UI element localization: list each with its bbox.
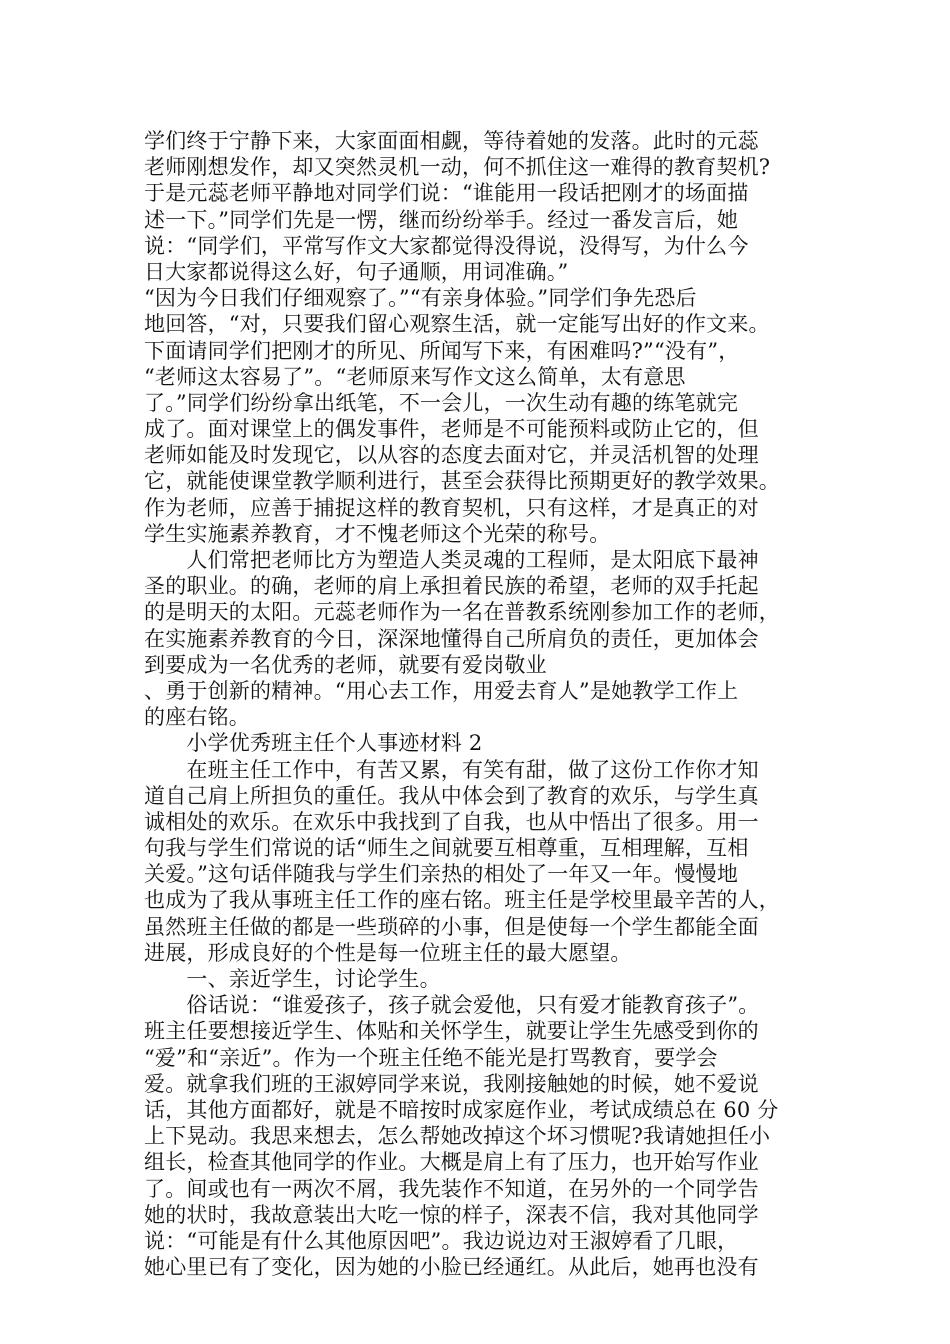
text-line: 学们终于宁静下来，大家面面相觑，等待着她的发落。此时的元蕊 <box>144 129 759 153</box>
text-line: 的座右铭。 <box>144 705 250 730</box>
text-line: “爱”和“亲近”。作为一个班主任绝不能光是打骂教育，要学会 <box>144 1045 718 1070</box>
text-line: “因为今日我们仔细观察了。”“有亲身体验。”同学们争先恐后 <box>144 286 697 311</box>
text-line: 话，其他方面都好，就是不暗按时成家庭作业，考试成绩总在 60 分 <box>144 1097 779 1122</box>
text-line: 她心里已有了变化，因为她的小脸已经通红。从此后，她再也没有 <box>144 1255 759 1280</box>
text-line: 说：“同学们，平常写作文大家都觉得没得说，没得写，为什么今 <box>144 233 749 258</box>
text-line: 述一下。”同学们先是一愣，继而纷纷举手。经过一番发言后，她 <box>144 207 739 232</box>
text-line: 人们常把老师比方为塑造人类灵魂的工程师，是太阳底下最神 <box>144 548 759 572</box>
text-line: 虽然班主任做的都是一些琐碎的小事，但是使每一个学生都能全面 <box>144 914 759 939</box>
text-line: 成了。面对课堂上的偶发事件，老师是不可能预料或防止它的，但 <box>144 417 759 442</box>
text-line: 作为老师，应善于捕捉这样的教育契机，只有这样，才是真正的对 <box>144 495 759 520</box>
text-line: 圣的职业。的确，老师的肩上承担着民族的希望，老师的双手托起 <box>144 574 759 599</box>
section-heading: 小学优秀班主任个人事迹材料 2 <box>144 731 483 756</box>
text-line: 爱。就拿我们班的王淑婷同学来说，我刚接触她的时候，她不爱说 <box>144 1071 759 1096</box>
text-line: 在实施素养教育的今日，深深地懂得自己所肩负的责任，更加体会 <box>144 626 759 651</box>
subsection-heading: 一、亲近学生，讨论学生。 <box>144 967 441 991</box>
text-line: 学生实施素养教育，才不愧老师这个光荣的称号。 <box>144 521 611 546</box>
text-line: 关爱。”这句话伴随我与学生们亲热的相处了一年又一年。慢慢地 <box>144 862 739 887</box>
text-line: 了。”同学们纷纷拿出纸笔，不一会儿，一次生动有趣的练笔就完 <box>144 390 739 415</box>
text-line: 道自己肩上所担负的重任。我从中体会到了教育的欢乐，与学生真 <box>144 783 759 808</box>
text-line: 俗话说：“谁爱孩子，孩子就会爱他，只有爱才能教育孩子”。 <box>144 993 760 1018</box>
text-line: 、勇于创新的精神。“用心去工作，用爱去育人”是她教学工作上 <box>144 678 739 703</box>
text-line: 老师如能及时发现它，以从容的态度去面对它，并灵活机智的处理 <box>144 443 759 468</box>
text-line: 日大家都说得这么好，句子通顺，用词准确。” <box>144 259 569 284</box>
document-body <box>144 128 824 1280</box>
text-line: 老师刚想发作，却又突然灵机一动，何不抓住这一难得的教育契机? <box>144 155 771 180</box>
text-line: 组长，检查其他同学的作业。大概是肩上有了压力，也开始写作业 <box>144 1150 759 1175</box>
text-line: 在班主任工作中，有苦又累，有笑有甜，做了这份工作你才知 <box>144 757 759 782</box>
text-line: 上下晃动。我思来想去，怎么帮她改掉这个坏习惯呢?我请她担任小 <box>144 1124 771 1149</box>
text-line: 它，就能使课堂教学顺利进行，甚至会获得比预期更好的教学效果。 <box>144 469 780 494</box>
text-line: 下面请同学们把刚才的所见、所闻写下来，有困难吗?”“没有”， <box>144 338 740 363</box>
text-line: 进展，形成良好的个性是每一位班主任的最大愿望。 <box>144 940 632 965</box>
text-line: 于是元蕊老师平静地对同学们说：“谁能用一段话把刚才的场面描 <box>144 181 749 206</box>
text-line: 了。间或也有一两次不屑，我先装作不知道，在另外的一个同学告 <box>144 1176 759 1201</box>
text-line: 地回答，“对，只要我们留心观察生活，就一定能写出好的作文来。 <box>144 312 770 337</box>
text-line: “老师这太容易了”。“老师原来写作文这么简单，太有意思 <box>144 364 686 389</box>
text-line: 诚相处的欢乐。在欢乐中我找到了自我，也从中悟出了很多。用一 <box>144 809 759 834</box>
text-line: 班主任要想接近学生、体贴和关怀学生，就要让学生先感受到你的 <box>144 1019 759 1044</box>
text-line: 到要成为一名优秀的老师，就要有爱岗敬业 <box>144 652 547 677</box>
text-line: 句我与学生们常说的话“师生之间就要互相尊重，互相理解，互相 <box>144 836 749 861</box>
text-line: 的是明天的太阳。元蕊老师作为一名在普教系统刚参加工作的老师， <box>144 600 780 625</box>
text-line: 也成为了我从事班主任工作的座右铭。班主任是学校里最辛苦的人， <box>144 888 780 913</box>
text-line: 说：“可能是有什么其他原因吧”。我边说边对王淑婷看了几眼， <box>144 1228 739 1253</box>
text-line: 她的状时，我故意装出大吃一惊的样子，深表不信，我对其他同学 <box>144 1202 759 1227</box>
